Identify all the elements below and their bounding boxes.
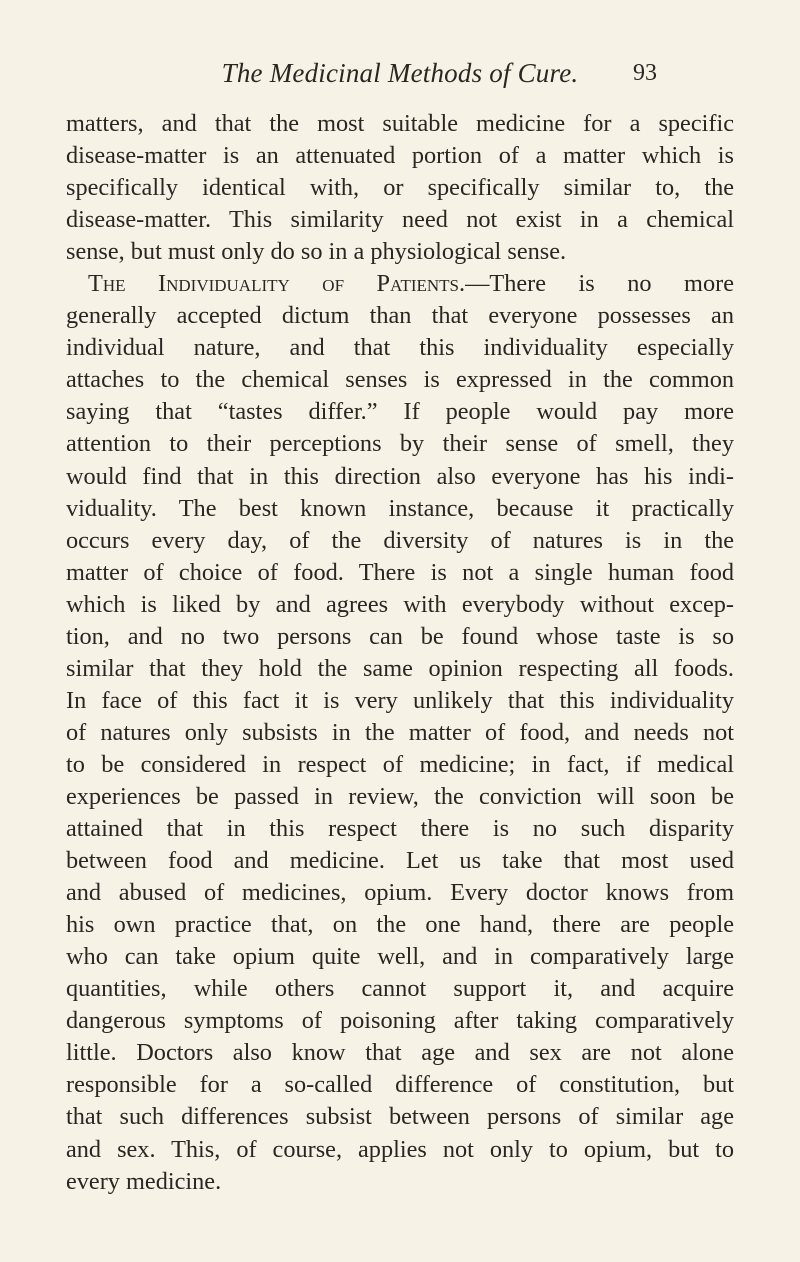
text-line: which is liked by and agrees with everybody without excep- [66,590,734,618]
text-line: saying that “tastes differ.” If people would pay more [66,398,734,426]
text-line: and abused of medicines, opium. Every doctor knows from [66,879,734,907]
text-line: specifically identical with, or specifically similar to, the [66,174,734,202]
text-line: viduality. The best known instance, because it practically [66,494,734,522]
text-line: experiences be passed in review, the conviction will soon be [66,782,734,810]
text-line: occurs every day, of the diversity of natures is in the [66,526,734,554]
text-line: sense, but must only do so in a physiological sense. [66,238,567,266]
text-line: disease-matter is an attenuated portion of a matter which is [66,142,734,170]
running-title: The Medicinal Methods of Cure. [221,58,579,88]
page-number: 93 [633,60,657,86]
text-line: disease-matter. This similarity need not exist in a chemical [66,206,734,234]
section-heading: The Individuality of Patients. [88,270,466,298]
text-line: attaches to the chemical senses is expressed in the common [66,366,734,394]
page-header [0,58,800,88]
body-text [66,108,734,1198]
section-heading-line [66,268,734,300]
text-line: to be considered in respect of medicine; in fact, if medical [66,750,734,778]
text-line: and sex. This, of course, applies not only to opium, but to [66,1135,734,1163]
text-line: tion, and no two persons can be found whose taste is so [66,622,734,650]
text-line: who can take opium quite well, and in comparatively large [66,943,734,971]
text-line: dangerous symptoms of poisoning after taking comparatively [66,1007,734,1035]
text-line: generally accepted dictum than that everyone possesses an [66,302,734,330]
text-line: between food and medicine. Let us take that most used [66,847,734,875]
text-line: quantities, while others cannot support it, and acquire [66,975,734,1003]
text-line: In face of this fact it is very unlikely that this individuality [66,686,734,714]
text-line: individual nature, and that this individuality especially [66,334,734,362]
text-line: of natures only subsists in the matter of food, and needs not [66,718,734,746]
text-run: —There is no more [465,270,734,298]
text-line: his own practice that, on the one hand, there are people [66,911,734,939]
text-line: that such differences subsist between persons of similar age [66,1103,734,1131]
text-line: attention to their perceptions by their sense of smell, they [66,430,734,458]
text-line: attained that in this respect there is no such disparity [66,815,734,843]
text-line: little. Doctors also know that age and sex are not alone [66,1039,734,1067]
text-line: similar that they hold the same opinion respecting all foods. [66,654,734,682]
text-line: responsible for a so-called difference of constitution, but [66,1071,734,1099]
text-line: matters, and that the most suitable medicine for a specific [66,110,734,137]
text-line: matter of choice of food. There is not a single human food [66,558,734,586]
text-line: would find that in this direction also everyone has his indi- [66,462,734,490]
text-line: every medicine. [66,1167,222,1195]
